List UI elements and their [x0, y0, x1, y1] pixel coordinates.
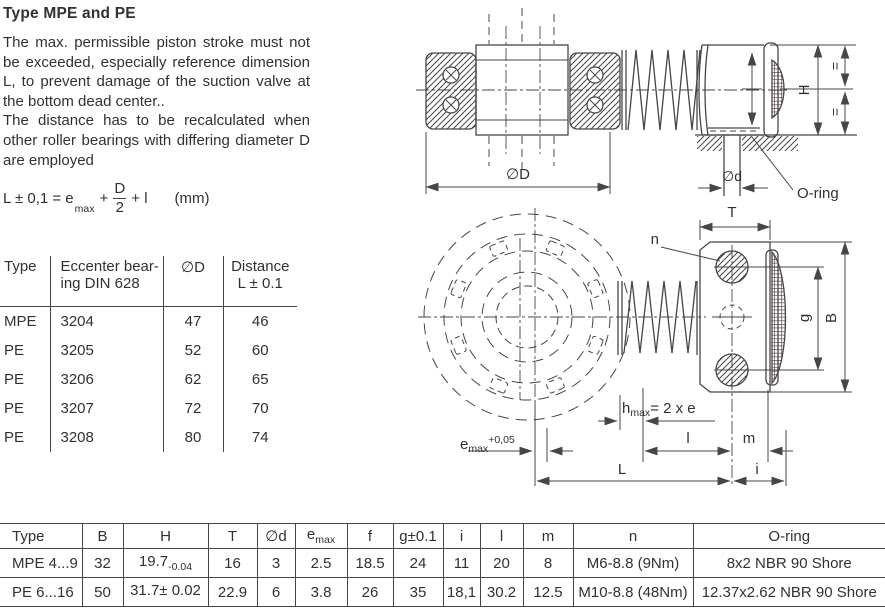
cell-bearing: 3204: [50, 307, 163, 337]
dimensions-table-header-row: [0, 524, 885, 549]
cell-distance: 60: [251, 342, 269, 359]
h-tol: ± 0.02: [159, 582, 201, 599]
cell-distance: 46: [251, 313, 269, 330]
col-header-oring: O-ring: [693, 524, 885, 549]
table-row: [0, 336, 297, 365]
formula-lhs: L ± 0,1 = e: [3, 189, 74, 207]
cell-distance: 65: [251, 371, 269, 388]
label-diameter-d: ∅d: [722, 168, 742, 184]
cell-diameter: 52: [163, 336, 223, 365]
label-l: l: [686, 430, 690, 447]
table-row: [0, 365, 297, 394]
col-header-diameter: ∅D: [163, 256, 223, 307]
cell-bearing: 3205: [50, 336, 163, 365]
cell-oring: 12.37x2.62 NBR 90 Shore: [693, 578, 885, 607]
label-o-ring: O-ring: [797, 185, 839, 202]
cell-bearing: 3207: [50, 394, 163, 423]
cell-H: [123, 549, 208, 578]
paragraph-1: The max. permissible piston stroke must not be exceeded, especially reference dimension L, to prevent damage of the suction valve at the bottom dead center..: [3, 34, 310, 110]
h-main: 31.7: [130, 582, 160, 599]
cell-n: M10-8.8 (48Nm): [573, 578, 693, 607]
hmax-rest: = 2 x e: [650, 400, 696, 417]
drawing-top-side-section: [416, 8, 857, 202]
fraction-numerator: D: [114, 180, 126, 197]
table-row: [0, 394, 297, 423]
col-header-f: f: [347, 524, 393, 549]
label-equal-top: =: [827, 61, 843, 71]
emax-sub: max: [468, 443, 489, 455]
emax-base: e: [306, 526, 316, 543]
cell-type: PE: [0, 423, 50, 452]
table-row: [0, 307, 297, 337]
cell-diameter: 62: [163, 365, 223, 394]
cell-type: PE: [0, 336, 50, 365]
label-T: T: [727, 204, 737, 221]
cell-distance: 70: [251, 400, 269, 417]
cell-n: M6-8.8 (9Nm): [573, 549, 693, 578]
cell-d: 6: [257, 578, 295, 607]
col-header-m: m: [523, 524, 573, 549]
header-line: ing DIN 628: [60, 275, 140, 292]
cell-distance: 74: [251, 429, 269, 446]
label-m: m: [742, 430, 756, 447]
cell-type: PE: [0, 365, 50, 394]
cell-l: 30.2: [480, 578, 523, 607]
cell-g: 24: [393, 549, 443, 578]
cell-f: 18.5: [347, 549, 393, 578]
emax-sub: max: [315, 534, 336, 546]
hmax-sub: max: [630, 407, 651, 419]
col-header-bearing: [50, 256, 163, 307]
formula-unit: (mm): [174, 189, 210, 207]
label-hmax: [622, 400, 696, 419]
cell-oring: 8x2 NBR 90 Shore: [693, 549, 885, 578]
cell-g: 35: [393, 578, 443, 607]
page-title: Type MPE and PE: [3, 5, 136, 22]
cell-diameter: 47: [163, 307, 223, 337]
dimensions-table: [0, 523, 885, 607]
cell-T: 16: [208, 549, 257, 578]
technical-drawings: [413, 0, 885, 512]
emax-sup: +0,05: [488, 434, 515, 446]
formula-plus2: + l: [131, 189, 148, 207]
cell-type: PE: [0, 394, 50, 423]
cell-i: 18,1: [443, 578, 480, 607]
label-g: g: [796, 313, 813, 323]
col-header-l: l: [480, 524, 523, 549]
formula-plus1: +: [99, 189, 109, 207]
col-header-emax: [295, 524, 347, 549]
cell-l: 20: [480, 549, 523, 578]
cell-m: 8: [523, 549, 573, 578]
col-header-type: Type: [0, 524, 82, 549]
intro-paragraphs: [3, 33, 310, 170]
label-i: i: [755, 461, 759, 478]
label-H: H: [796, 84, 813, 96]
col-header-H: H: [123, 524, 208, 549]
cell-f: 26: [347, 578, 393, 607]
stroke-formula: [3, 181, 210, 216]
cell-type: MPE: [0, 307, 50, 337]
cell-diameter: 80: [163, 423, 223, 452]
table-row: [0, 578, 885, 607]
cell-m: 12.5: [523, 578, 573, 607]
emax-base: e: [460, 436, 469, 453]
label-L: L: [617, 461, 627, 478]
table-row: [0, 423, 297, 452]
label-equal-bottom: =: [827, 107, 843, 117]
cell-emax: 2.5: [295, 549, 347, 578]
cell-bearing: 3208: [50, 423, 163, 452]
bearing-table: [0, 256, 297, 452]
col-header-distance: [223, 256, 297, 307]
header-line: Eccenter bear-: [60, 258, 159, 275]
fraction-denominator: 2: [115, 198, 124, 216]
cell-diameter: 72: [163, 394, 223, 423]
header-line: Distance: [231, 258, 290, 275]
label-n: n: [650, 231, 659, 248]
cell-type: PE 6...16: [0, 578, 82, 607]
col-header-d: ∅d: [257, 524, 295, 549]
label-emax: [460, 434, 515, 455]
h-tol-sub: -0.04: [168, 561, 193, 573]
col-header-g: g±0.1: [393, 524, 443, 549]
drawing-bottom-front-view: [418, 204, 852, 486]
col-header-T: T: [208, 524, 257, 549]
col-header-B: B: [82, 524, 123, 549]
cell-H: [123, 578, 208, 607]
col-header-type: Type: [0, 256, 50, 307]
label-B: B: [823, 312, 840, 324]
cell-B: 50: [82, 578, 123, 607]
bearing-table-header-row: [0, 256, 297, 307]
cell-d: 3: [257, 549, 295, 578]
h-main: 19.7: [138, 553, 169, 570]
cell-type: MPE 4...9: [0, 549, 82, 578]
formula-fraction: [113, 181, 126, 216]
header-line: L ± 0.1: [237, 275, 283, 292]
cell-T: 22.9: [208, 578, 257, 607]
col-header-n: n: [573, 524, 693, 549]
cell-emax: 3.8: [295, 578, 347, 607]
col-header-i: i: [443, 524, 480, 549]
cell-i: 11: [443, 549, 480, 578]
cell-B: 32: [82, 549, 123, 578]
formula-sub: max: [74, 202, 95, 215]
hmax-base: h: [622, 400, 631, 417]
cell-bearing: 3206: [50, 365, 163, 394]
paragraph-2: The distance has to be recalculated when other roller bearings with differing diameter D are employed: [3, 112, 310, 169]
label-diameter-D: ∅D: [506, 166, 530, 183]
table-row: [0, 549, 885, 578]
